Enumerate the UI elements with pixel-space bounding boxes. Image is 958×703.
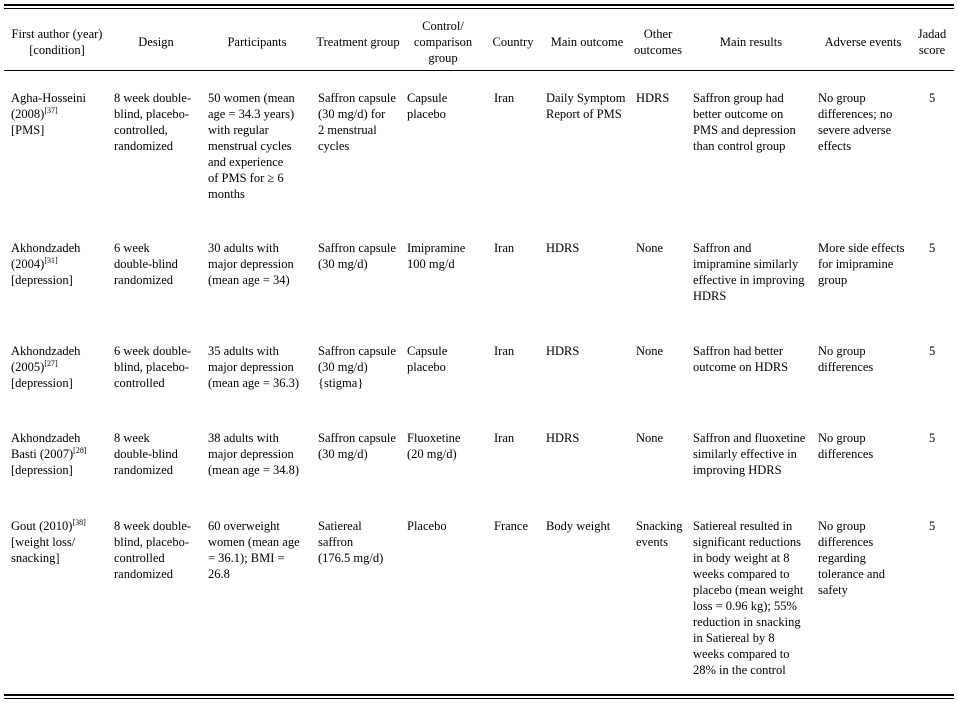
cell-control: Imipramine 100 mg/d [407,241,466,271]
table-rule-top-thick [4,4,954,6]
table-rule-top-thin [4,8,954,9]
cell-other-outcomes: None [636,241,664,255]
reference-superscript: [27] [44,358,58,368]
cell-main-results: Saffron group had better outcome on PMS and depression than control group [693,91,796,153]
reference-superscript: [28] [73,445,87,455]
cell-participants: 30 adults with major depression (mean age = 34) [208,241,294,287]
cell-other-outcomes: Snacking events [636,519,683,549]
cell-country: Iran [494,241,515,255]
reference-superscript: [37] [44,105,58,115]
cell-country: Iran [494,344,515,358]
table-rule-header [4,70,954,71]
cell-design: 8 week double-blind randomized [114,431,178,477]
header-author: First author (year) [condition] [11,27,103,57]
header-jadad-score: Jadad score [917,27,947,57]
cell-main-outcome: HDRS [546,344,580,358]
cell-author: Gout (2010)[38] [weight loss/ snacking] [11,517,86,565]
cell-design: 6 week double-blind randomized [114,241,178,287]
cell-jadad-score: 5 [929,431,936,445]
header-main-results: Main results [719,35,783,49]
reference-superscript: [38] [72,517,86,527]
cell-jadad-score: 5 [929,519,936,533]
header-country: Country [492,35,534,49]
cell-country: Iran [494,91,515,105]
cell-country: Iran [494,431,515,445]
cell-treatment: Saffron capsule (30 mg/d) [318,431,396,461]
cell-adverse-events: No group differences; no severe adverse effects [818,91,893,153]
table-rule-bottom-thin [4,698,954,699]
cell-adverse-events: No group differences [818,431,874,461]
cell-main-results: Saffron and imipramine similarly effective in improving HDRS [693,241,805,303]
cell-adverse-events: No group differences [818,344,874,374]
cell-participants: 60 overweight women (mean age = 36.1); BMI = 26.8 [208,519,300,581]
cell-main-results: Saffron had better outcome on HDRS [693,344,789,374]
cell-participants: 35 adults with major depression (mean age = 36.3) [208,344,300,390]
cell-other-outcomes: None [636,431,664,445]
header-other-outcomes: Other outcomes [634,27,682,57]
cell-main-results: Saffron and fluoxetine similarly effective in improving HDRS [693,431,806,477]
header-adverse-events: Adverse events [824,35,902,49]
cell-adverse-events: No group differences regarding tolerance and safety [818,519,885,597]
cell-other-outcomes: None [636,344,664,358]
header-treatment: Treatment group [316,35,400,49]
cell-design: 6 week double- blind, placebo- controlled [114,344,192,390]
cell-treatment: Saffron capsule (30 mg/d) for 2 menstrual cycles [318,91,396,153]
cell-main-outcome: Daily Symptom Report of PMS [546,91,626,121]
cell-author: Akhondzadeh (2004)[31] [depression] [11,241,81,287]
cell-design: 8 week double- blind, placebo- controlled randomized [114,519,192,581]
cell-jadad-score: 5 [929,344,936,358]
cell-main-outcome: HDRS [546,431,580,445]
cell-author: Akhondzadeh Basti (2007)[28] [depression] [11,431,87,477]
cell-main-outcome: HDRS [546,241,580,255]
cell-other-outcomes: HDRS [636,91,670,105]
cell-treatment: Satiereal saffron (176.5 mg/d) [318,519,384,565]
cell-main-outcome: Body weight [546,519,611,533]
cell-control: Capsule placebo [407,91,448,121]
reference-superscript: [31] [44,255,58,265]
header-participants: Participants [227,35,287,49]
header-control: Control/ comparison group [413,19,473,65]
header-main-outcome: Main outcome [550,35,624,49]
cell-control: Fluoxetine (20 mg/d) [407,431,461,461]
cell-control: Placebo [407,519,447,533]
cell-treatment: Saffron capsule (30 mg/d) {stigma} [318,344,396,390]
cell-adverse-events: More side effects for imipramine group [818,241,905,287]
cell-participants: 38 adults with major depression (mean age = 34.8) [208,431,300,477]
cell-author: Akhondzadeh (2005)[27] [depression] [11,344,81,390]
header-design: Design [138,35,174,49]
cell-participants: 50 women (mean age = 34.3 years) with regular menstrual cycles and experience of PMS for ≥ 6 months [208,91,295,201]
cell-author: Agha-Hosseini (2008)[37] [PMS] [11,91,86,137]
table-rule-bottom-thick [4,694,954,696]
cell-design: 8 week double- blind, placebo- controlled, randomized [114,91,192,153]
cell-jadad-score: 5 [929,91,936,105]
cell-main-results: Satiereal resulted in significant reductions in body weight at 8 weeks compared to placebo (mean weight loss = 0.96 kg); 55% reduction in snacking in Satiereal by 8 weeks compared to 28% in the control [693,519,804,677]
cell-jadad-score: 5 [929,241,936,255]
cell-control: Capsule placebo [407,344,448,374]
cell-country: France [494,519,529,533]
cell-treatment: Saffron capsule (30 mg/d) [318,241,396,271]
